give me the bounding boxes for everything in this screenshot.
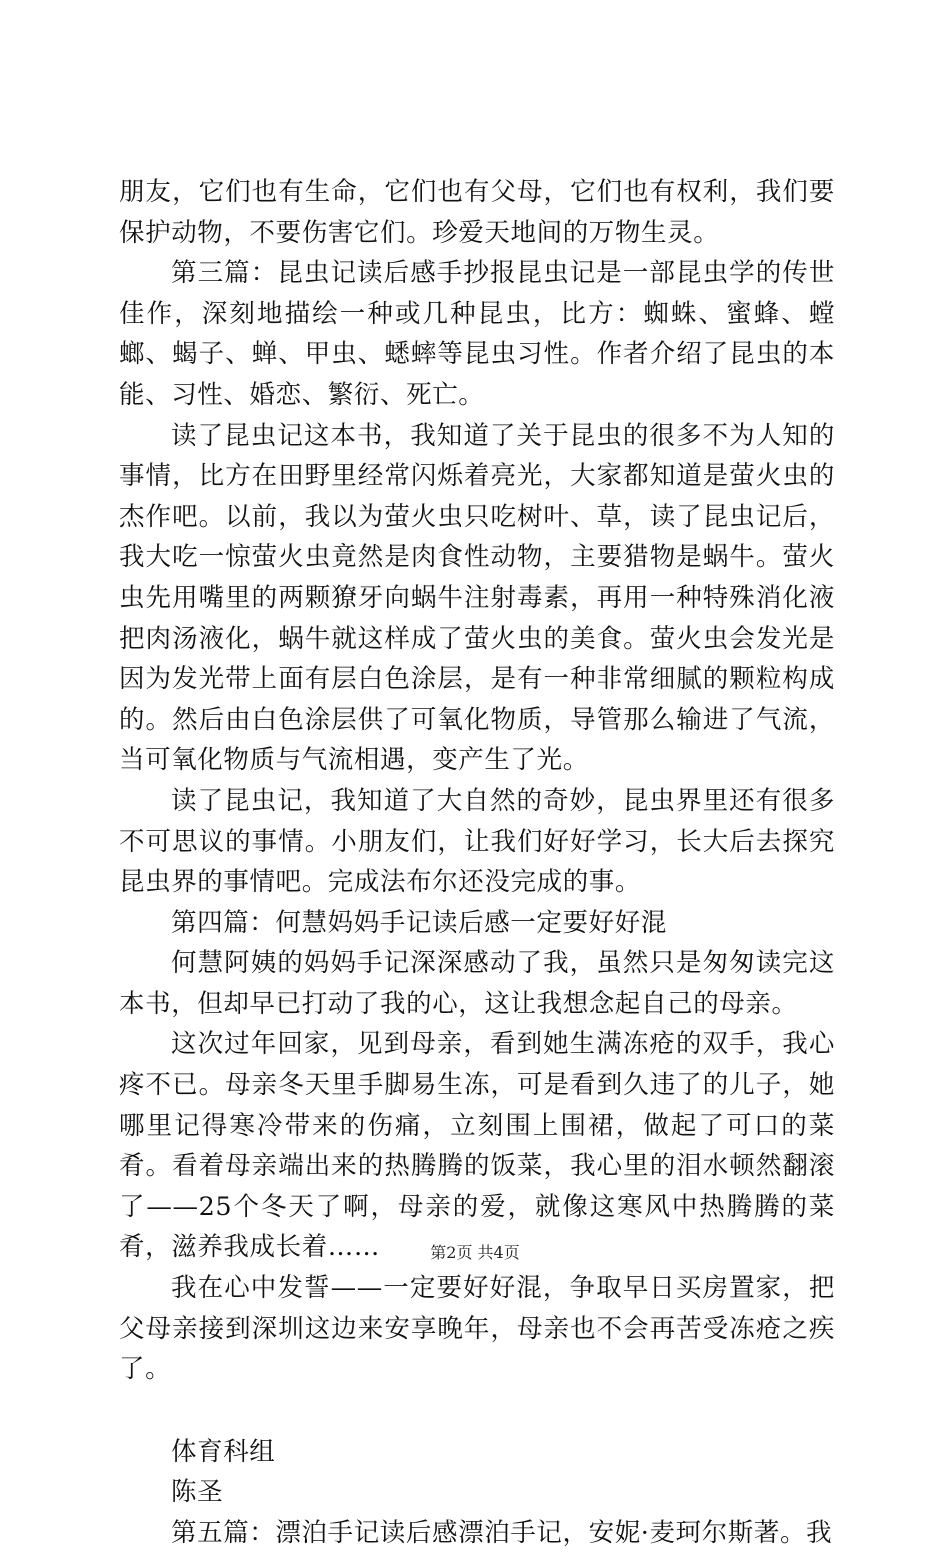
paragraph-5: 何慧阿姨的妈妈手记深深感动了我，虽然只是匆匆读完这本书，但却早已打动了我的心，这让我想念起自己的母亲。 [119,948,835,1019]
paragraph-4: 第四篇：何慧妈妈手记读后感一定要好好混 [171,907,667,938]
paragraph-7: 我在心中发誓——一定要好好混，争取早日买房置家，把父母亲接到深圳这边来安享晚年，母亲也不会再苦受冻疮之疾了。 [119,1273,835,1385]
signature-department: 体育科组 [171,1436,276,1467]
paragraph-2: 读了昆虫记这本书，我知道了关于昆虫的很多不为人知的事情，比方在田野里经常闪烁着亮光，大家都知道是萤火虫的杰作吧。以前，我以为萤火虫只吃树叶、草，读了昆虫记后，我大吃一惊萤火虫竟然是肉食性动物，主要猎物是蜗牛。萤火虫先用嘴里的两颗獠牙向蜗牛注射毒素，再用一种特殊消化液把肉汤液化，蜗牛就这样成了萤火虫的美食。萤火虫会发光是因为发光带上面有层白色涂层，是有一种非常细腻的颗粒构成的。然后由白色涂层供了可氧化物质，导管那么输进了气流，当可氧化物质与气流相遇，变产生了光。 [119,420,835,776]
paragraph-6: 这次过年回家，见到母亲，看到她生满冻疮的双手，我心疼不已。母亲冬天里手脚易生冻，可是看到久违了的儿子，她哪里记得寒冷带来的伤痛，立刻围上围裙，做起了可口的菜肴。看着母亲端出来的热腾腾的饭菜，我心里的泪水顿然翻滚了——25个冬天了啊，母亲的爱，就像这寒风中热腾腾的菜肴，滋养我成长着…… [119,1029,835,1263]
next-section-heading: 第五篇：漂泊手记读后感漂泊手记，安妮·麦珂尔斯著。我 [171,1518,833,1548]
paragraph-1: 第三篇：昆虫记读后感手抄报昆虫记是一部昆虫学的传世佳作，深刻地描绘一种或几种昆虫，比方：蜘蛛、蜜蜂、螳螂、蝎子、蝉、甲虫、蟋蟀等昆虫习性。作者介绍了昆虫的本能、习性、婚恋、繁衍、死亡。 [119,258,835,410]
signature-name: 陈圣 [171,1477,224,1508]
document-body [119,172,835,1554]
paragraph-0: 朋友，它们也有生命，它们也有父母，它们也有权利，我们要保护动物，不要伤害它们。珍爱天地间的万物生灵。 [119,177,835,248]
page-footer: 第2页 共4页 [430,1243,520,1262]
blank-line [119,1390,835,1432]
paragraph-3: 读了昆虫记，我知道了大自然的奇妙，昆虫界里还有很多不可思议的事情。小朋友们，让我们好好学习，长大后去探究昆虫界的事情吧。完成法布尔还没完成的事。 [119,785,835,898]
